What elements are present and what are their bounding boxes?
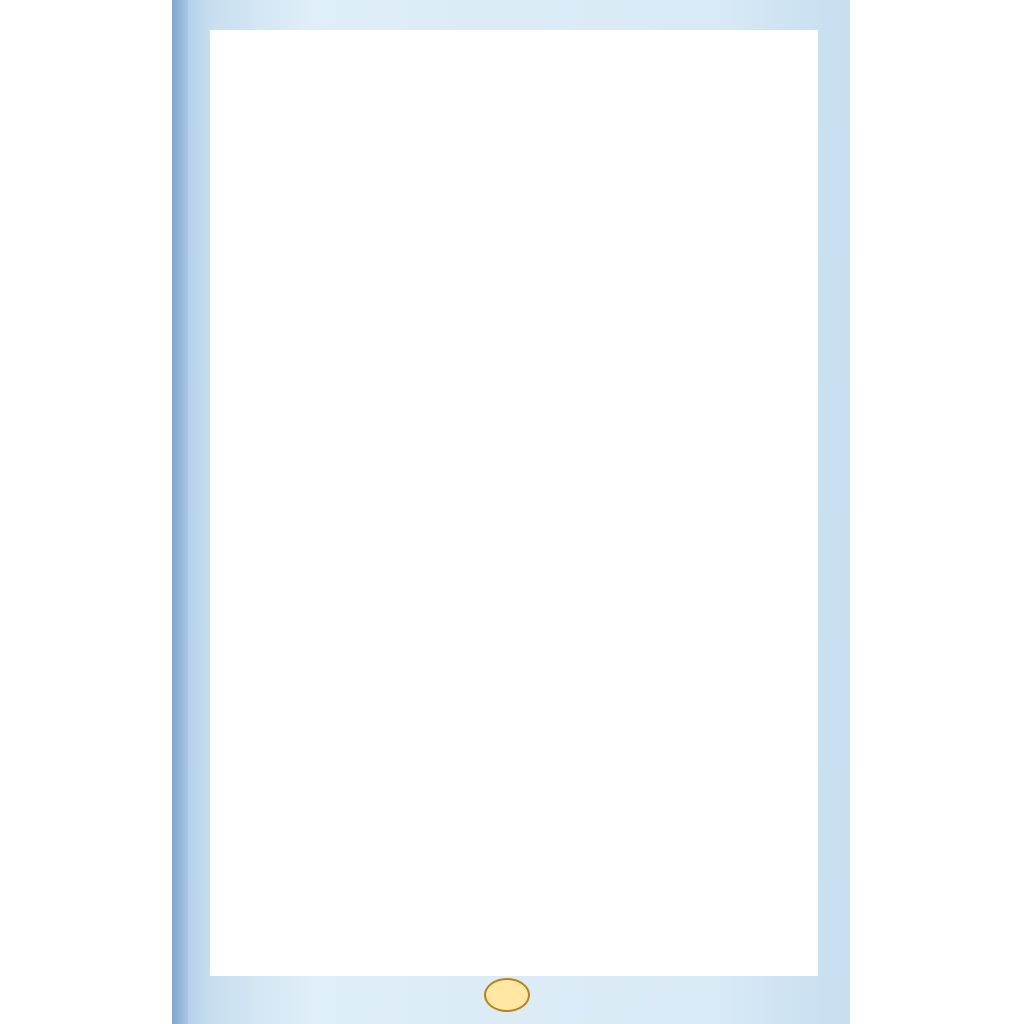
book-spine <box>172 0 188 1024</box>
page-number-badge <box>484 978 530 1012</box>
text-panel <box>210 30 818 976</box>
